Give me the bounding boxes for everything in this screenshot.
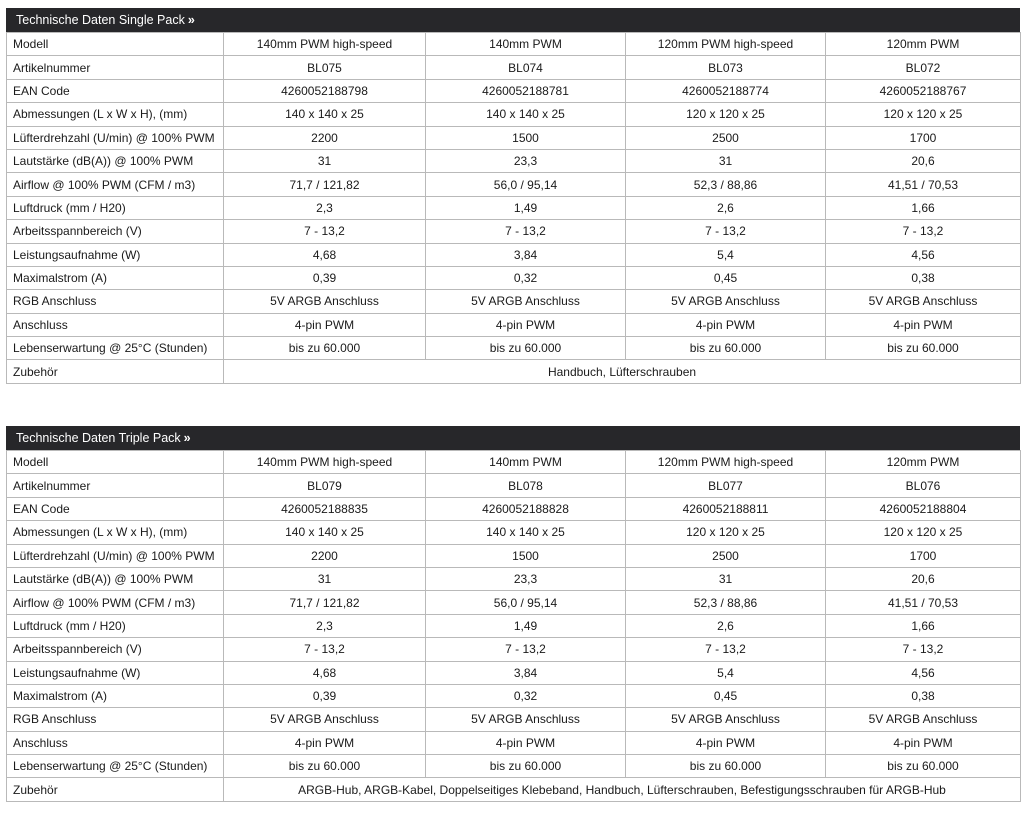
- spec-row-label: Lautstärke (dB(A)) @ 100% PWM: [7, 567, 224, 590]
- spec-row-label: RGB Anschluss: [7, 290, 224, 313]
- spec-cell: 56,0 / 95,14: [426, 591, 626, 614]
- spec-row: [7, 103, 1021, 126]
- spec-row-label: Abmessungen (L x W x H), (mm): [7, 521, 224, 544]
- spec-cell: 5V ARGB Anschluss: [224, 290, 426, 313]
- spec-cell: 4260052188804: [826, 497, 1021, 520]
- spec-cell: 120 x 120 x 25: [826, 521, 1021, 544]
- spec-row: [7, 56, 1021, 79]
- spec-cell: 140mm PWM high-speed: [224, 451, 426, 474]
- spec-cell: BL073: [626, 56, 826, 79]
- spec-cell: BL079: [224, 474, 426, 497]
- spec-row: [7, 337, 1021, 360]
- spec-cell: 4,56: [826, 243, 1021, 266]
- single-pack-title: Technische Daten Single Pack: [16, 13, 185, 27]
- spec-cell: 0,32: [426, 684, 626, 707]
- spec-cell: 71,7 / 121,82: [224, 591, 426, 614]
- spec-cell: 120mm PWM high-speed: [626, 451, 826, 474]
- spec-row: [7, 661, 1021, 684]
- spec-cell: 7 - 13,2: [224, 220, 426, 243]
- spec-cell: 4,68: [224, 661, 426, 684]
- spec-cell: 4-pin PWM: [426, 731, 626, 754]
- spec-cell: 4260052188798: [224, 79, 426, 102]
- spec-row: [7, 521, 1021, 544]
- spec-row-label: Artikelnummer: [7, 56, 224, 79]
- spec-cell: 5V ARGB Anschluss: [224, 708, 426, 731]
- spec-cell: 0,38: [826, 684, 1021, 707]
- spec-cell: 1,66: [826, 196, 1021, 219]
- accessories-row: [7, 778, 1021, 801]
- spec-cell: 5,4: [626, 243, 826, 266]
- spec-row-label: Modell: [7, 33, 224, 56]
- spec-row-label: Arbeitsspannbereich (V): [7, 220, 224, 243]
- spec-row: [7, 591, 1021, 614]
- spec-cell: 2200: [224, 126, 426, 149]
- spec-cell: 3,84: [426, 661, 626, 684]
- spec-cell: 140 x 140 x 25: [224, 521, 426, 544]
- spec-cell: 0,39: [224, 266, 426, 289]
- spec-row: [7, 149, 1021, 172]
- spec-cell: 52,3 / 88,86: [626, 173, 826, 196]
- spec-row: [7, 79, 1021, 102]
- spec-cell: 1700: [826, 544, 1021, 567]
- spec-cell: bis zu 60.000: [826, 337, 1021, 360]
- spec-cell: 4-pin PWM: [224, 731, 426, 754]
- spec-cell: 7 - 13,2: [626, 638, 826, 661]
- spec-cell: 0,39: [224, 684, 426, 707]
- spec-cell: 31: [224, 149, 426, 172]
- spec-row: [7, 243, 1021, 266]
- triple-pack-title: Technische Daten Triple Pack: [16, 431, 181, 445]
- single-pack-title-bar: [6, 8, 1020, 32]
- spec-cell: 41,51 / 70,53: [826, 173, 1021, 196]
- spec-cell: bis zu 60.000: [426, 337, 626, 360]
- spec-cell: 4-pin PWM: [826, 731, 1021, 754]
- spec-cell: 31: [626, 567, 826, 590]
- spec-row: [7, 290, 1021, 313]
- accessories-value: ARGB-Hub, ARGB-Kabel, Doppelseitiges Klebeband, Handbuch, Lüfterschrauben, Befestigungsschrauben für ARGB-Hub: [224, 778, 1021, 801]
- spec-cell: 23,3: [426, 149, 626, 172]
- spec-cell: 120 x 120 x 25: [826, 103, 1021, 126]
- spec-row-label: RGB Anschluss: [7, 708, 224, 731]
- spec-cell: 2,6: [626, 614, 826, 637]
- spec-row-label: Luftdruck (mm / H20): [7, 614, 224, 637]
- spec-cell: 1,49: [426, 614, 626, 637]
- spec-cell: 4260052188774: [626, 79, 826, 102]
- spec-cell: 7 - 13,2: [826, 638, 1021, 661]
- spec-cell: 2200: [224, 544, 426, 567]
- spec-cell: 23,3: [426, 567, 626, 590]
- spec-row-label: Airflow @ 100% PWM (CFM / m3): [7, 173, 224, 196]
- spec-row: [7, 220, 1021, 243]
- spec-cell: 0,38: [826, 266, 1021, 289]
- spec-cell: BL074: [426, 56, 626, 79]
- spec-cell: 4260052188781: [426, 79, 626, 102]
- spec-row-label: Modell: [7, 451, 224, 474]
- spec-row: [7, 126, 1021, 149]
- spec-cell: bis zu 60.000: [224, 755, 426, 778]
- triple-pack-title-bar: [6, 426, 1020, 450]
- spec-cell: 4260052188767: [826, 79, 1021, 102]
- spec-cell: 5V ARGB Anschluss: [826, 708, 1021, 731]
- accessories-value: Handbuch, Lüfterschrauben: [224, 360, 1021, 383]
- spec-cell: 2500: [626, 126, 826, 149]
- spec-cell: 4-pin PWM: [626, 731, 826, 754]
- spec-cell: 0,32: [426, 266, 626, 289]
- spec-cell: bis zu 60.000: [426, 755, 626, 778]
- spec-cell: 4-pin PWM: [626, 313, 826, 336]
- spec-cell: 4-pin PWM: [426, 313, 626, 336]
- spec-cell: 1700: [826, 126, 1021, 149]
- spec-cell: 2,3: [224, 614, 426, 637]
- spec-cell: 0,45: [626, 684, 826, 707]
- spec-cell: 140 x 140 x 25: [224, 103, 426, 126]
- spec-row: [7, 708, 1021, 731]
- spec-cell: bis zu 60.000: [224, 337, 426, 360]
- spec-row: [7, 614, 1021, 637]
- spec-cell: 4-pin PWM: [224, 313, 426, 336]
- spec-row: [7, 638, 1021, 661]
- spec-cell: 7 - 13,2: [826, 220, 1021, 243]
- spec-cell: 120mm PWM high-speed: [626, 33, 826, 56]
- spec-row: [7, 497, 1021, 520]
- spec-row: [7, 451, 1021, 474]
- spec-cell: 5,4: [626, 661, 826, 684]
- spec-cell: 4260052188811: [626, 497, 826, 520]
- spec-cell: 7 - 13,2: [224, 638, 426, 661]
- double-chevron-right-icon: »: [187, 13, 195, 27]
- spec-cell: 5V ARGB Anschluss: [626, 290, 826, 313]
- spec-row-label: Lebenserwartung @ 25°C (Stunden): [7, 755, 224, 778]
- spec-cell: 41,51 / 70,53: [826, 591, 1021, 614]
- spec-row-label: Leistungsaufnahme (W): [7, 661, 224, 684]
- accessories-label: Zubehör: [7, 360, 224, 383]
- spec-cell: 3,84: [426, 243, 626, 266]
- spec-row-label: EAN Code: [7, 79, 224, 102]
- spec-row: [7, 266, 1021, 289]
- spec-row: [7, 684, 1021, 707]
- spec-row-label: Artikelnummer: [7, 474, 224, 497]
- spec-row-label: Lüfterdrehzahl (U/min) @ 100% PWM: [7, 126, 224, 149]
- spec-cell: BL077: [626, 474, 826, 497]
- spec-cell: 140mm PWM: [426, 33, 626, 56]
- spec-row-label: Anschluss: [7, 313, 224, 336]
- spec-row-label: Maximalstrom (A): [7, 684, 224, 707]
- spec-cell: 7 - 13,2: [626, 220, 826, 243]
- spec-cell: 4260052188835: [224, 497, 426, 520]
- spec-cell: BL075: [224, 56, 426, 79]
- triple-pack-section: [6, 426, 1020, 802]
- spec-cell: 140mm PWM high-speed: [224, 33, 426, 56]
- spec-row-label: Lüfterdrehzahl (U/min) @ 100% PWM: [7, 544, 224, 567]
- spec-cell: 1500: [426, 544, 626, 567]
- spec-cell: 56,0 / 95,14: [426, 173, 626, 196]
- spec-cell: 4,68: [224, 243, 426, 266]
- spec-cell: 5V ARGB Anschluss: [426, 290, 626, 313]
- spec-cell: 120 x 120 x 25: [626, 103, 826, 126]
- spec-row-label: Airflow @ 100% PWM (CFM / m3): [7, 591, 224, 614]
- spec-cell: 7 - 13,2: [426, 220, 626, 243]
- spec-row-label: Luftdruck (mm / H20): [7, 196, 224, 219]
- spec-row: [7, 731, 1021, 754]
- spec-cell: bis zu 60.000: [626, 755, 826, 778]
- spec-cell: 120mm PWM: [826, 33, 1021, 56]
- spec-cell: 120 x 120 x 25: [626, 521, 826, 544]
- spec-row-label: Abmessungen (L x W x H), (mm): [7, 103, 224, 126]
- spec-row: [7, 313, 1021, 336]
- spec-cell: 120mm PWM: [826, 451, 1021, 474]
- spec-cell: 31: [626, 149, 826, 172]
- spec-cell: 1500: [426, 126, 626, 149]
- single-pack-section: [6, 8, 1020, 384]
- spec-cell: 5V ARGB Anschluss: [626, 708, 826, 731]
- spec-cell: BL078: [426, 474, 626, 497]
- spec-cell: BL076: [826, 474, 1021, 497]
- spec-row-label: Leistungsaufnahme (W): [7, 243, 224, 266]
- spec-cell: 2,6: [626, 196, 826, 219]
- spec-cell: 71,7 / 121,82: [224, 173, 426, 196]
- spec-cell: 1,49: [426, 196, 626, 219]
- spec-row: [7, 173, 1021, 196]
- spec-row: [7, 196, 1021, 219]
- double-chevron-right-icon: »: [183, 431, 191, 445]
- spec-cell: 2,3: [224, 196, 426, 219]
- spec-cell: 52,3 / 88,86: [626, 591, 826, 614]
- spec-cell: 140mm PWM: [426, 451, 626, 474]
- spec-cell: 20,6: [826, 149, 1021, 172]
- spec-cell: 7 - 13,2: [426, 638, 626, 661]
- spec-cell: bis zu 60.000: [826, 755, 1021, 778]
- spec-cell: 4,56: [826, 661, 1021, 684]
- triple-pack-spec-table: [6, 450, 1021, 802]
- spec-row: [7, 755, 1021, 778]
- spec-row: [7, 567, 1021, 590]
- spec-cell: 4-pin PWM: [826, 313, 1021, 336]
- spec-cell: 31: [224, 567, 426, 590]
- spec-cell: 5V ARGB Anschluss: [426, 708, 626, 731]
- spec-cell: 1,66: [826, 614, 1021, 637]
- spec-cell: 0,45: [626, 266, 826, 289]
- spec-row: [7, 474, 1021, 497]
- spec-cell: 20,6: [826, 567, 1021, 590]
- spec-row-label: Lebenserwartung @ 25°C (Stunden): [7, 337, 224, 360]
- spec-cell: bis zu 60.000: [626, 337, 826, 360]
- single-pack-spec-table: [6, 32, 1021, 384]
- spec-cell: 140 x 140 x 25: [426, 521, 626, 544]
- spec-cell: 4260052188828: [426, 497, 626, 520]
- spec-cell: 2500: [626, 544, 826, 567]
- spec-row-label: Lautstärke (dB(A)) @ 100% PWM: [7, 149, 224, 172]
- spec-row-label: Maximalstrom (A): [7, 266, 224, 289]
- spec-cell: 5V ARGB Anschluss: [826, 290, 1021, 313]
- spec-cell: BL072: [826, 56, 1021, 79]
- spec-cell: 140 x 140 x 25: [426, 103, 626, 126]
- accessories-row: [7, 360, 1021, 383]
- accessories-label: Zubehör: [7, 778, 224, 801]
- spec-row-label: Arbeitsspannbereich (V): [7, 638, 224, 661]
- spec-row: [7, 33, 1021, 56]
- spec-row-label: EAN Code: [7, 497, 224, 520]
- spec-row: [7, 544, 1021, 567]
- spec-row-label: Anschluss: [7, 731, 224, 754]
